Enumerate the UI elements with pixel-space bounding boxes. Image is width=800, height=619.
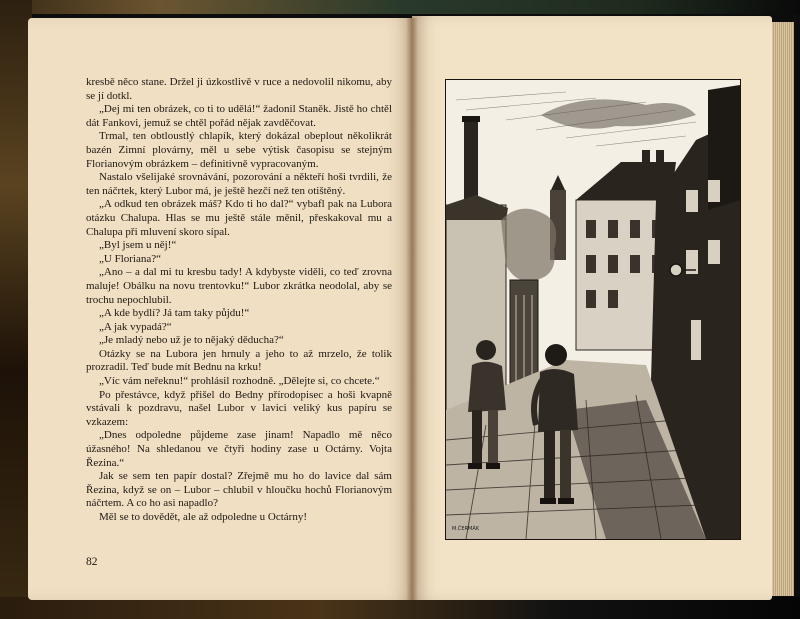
paragraph: Otázky se na Lubora jen hrnuly a jeho to až mrzelo, že tolik prozradil. Teď bude mít Bednu na krku! xyxy=(86,347,392,374)
paragraph: Nastalo všelijaké srovnávání, pozorování a někteří hoši tvrdili, že ten náčrtek, který Lubor má, je ještě hezčí než ten otištěný. xyxy=(86,171,392,197)
paragraph: „Víc vám neřeknu!“ prohlásil rozhodně. „Dělejte si, co chcete.“ xyxy=(99,375,380,388)
paragraph: Měl se to dovědět, ale až odpoledne u Octárny! xyxy=(99,511,308,523)
background-top xyxy=(0,0,800,14)
page-number: 82 xyxy=(86,556,98,568)
paragraph: Trmal, ten obtloustlý chlapík, který dokázal obeplout několikrát bazén Zimní plovárny, měl u sebe výtisk časopisu se stejným Florianovým obrázkem – definitivně vypracovaným. xyxy=(86,130,392,170)
paragraph: „A jak vypadá?“ xyxy=(99,320,172,333)
book-gutter xyxy=(406,18,418,600)
illustrator-signature: M.ČERMÁK xyxy=(452,526,480,532)
paragraph: „Dej mi ten obrázek, co ti to udělá!“ žadonil Staněk. Jistě ho chtěl dát Fankovi, jemuž se chtěl pořád nějak zavděčovat. xyxy=(86,103,392,129)
paragraph: kresbě něco stane. Držel ji úzkostlivě v ruce a nedovolil nikomu, aby se jí dotkl. xyxy=(86,76,392,102)
body-text xyxy=(86,76,392,525)
paragraph: „Je mladý nebo už je to nějaký děducha?“ xyxy=(99,334,284,347)
paragraph: „Dnes odpoledne půjdeme zase jinam! Napadlo mě něco úžasného! Na shledanou ve čtyři hodiny zase u Octárny. Vojta Řezina.“ xyxy=(86,429,392,469)
paragraph: Po přestávce, když přišel do Bedny přírodopisec a hoši kvapně vstávali k pozdravu, našel Lubor v lavici veliký kus papíru se vzkazem: xyxy=(86,388,392,428)
background-bottom xyxy=(0,597,800,619)
paragraph: „A kde bydlí? Já tam taky půjdu!“ xyxy=(99,307,250,320)
page-edges xyxy=(772,22,794,596)
paragraph: Jak se sem ten papír dostal? Zřejmě mu ho do lavice dal sám Řezina, když se on – Lubor – chlubil v hloučku hochů Florianovým náčrtem. A co ho asi napadlo? xyxy=(86,470,392,510)
paragraph: „Ano – a dal mi tu kresbu tady! A kdybyste viděli, co teď zrovna maluje! Obálku na novu trentovku!“ Lubor zkrátka neodolal, aby se trochu nepochlubil. xyxy=(86,266,392,306)
paragraph: „Byl jsem u něj!“ xyxy=(99,239,177,252)
illustration xyxy=(445,79,741,540)
street-scene-drawing xyxy=(446,80,740,539)
paragraph: „U Floriana?“ xyxy=(99,252,161,265)
paragraph: „A odkud ten obrázek máš? Kdo ti ho dal?“ vybafl pak na Lubora otázku Chalupa. Hlas se mu ještě stále měnil, přeskakoval mu a Chalupa při mluvení skoro sípal. xyxy=(86,198,392,238)
